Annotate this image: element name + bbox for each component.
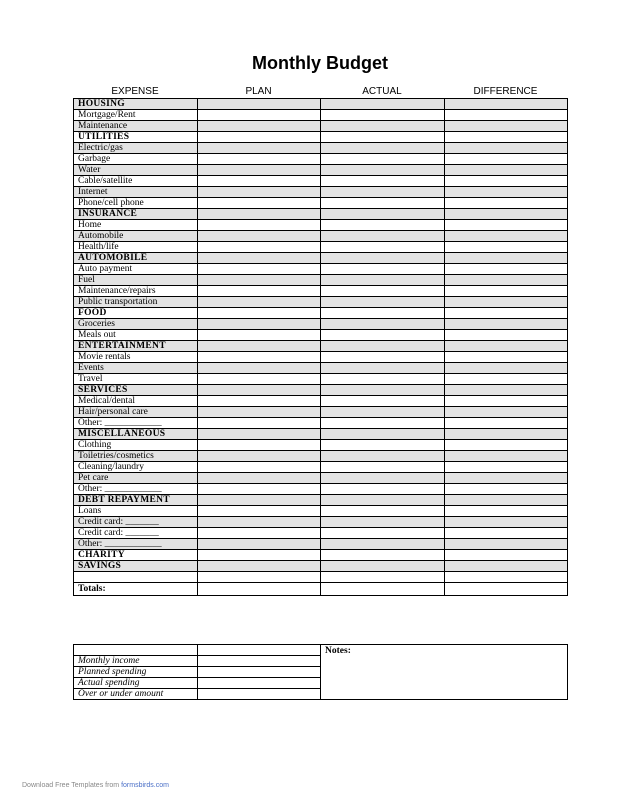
plan-cell[interactable] <box>198 231 321 242</box>
expense-row <box>74 484 568 495</box>
expense-label: Electric/gas <box>74 143 198 154</box>
expense-row <box>74 407 568 418</box>
plan-cell[interactable] <box>198 539 321 550</box>
difference-cell[interactable] <box>445 198 568 209</box>
plan-cell[interactable] <box>198 220 321 231</box>
actual-cell[interactable] <box>321 253 445 264</box>
difference-cell[interactable] <box>445 308 568 319</box>
actual-cell[interactable] <box>321 143 445 154</box>
plan-cell[interactable] <box>198 264 321 275</box>
expense-label: Other: ____________ <box>74 539 198 550</box>
difference-cell[interactable] <box>445 132 568 143</box>
actual-cell[interactable] <box>321 484 445 495</box>
actual-cell[interactable] <box>321 539 445 550</box>
actual-cell[interactable] <box>321 110 445 121</box>
category-label: INSURANCE <box>74 209 198 220</box>
difference-cell[interactable] <box>445 528 568 539</box>
expense-label: Auto payment <box>74 264 198 275</box>
difference-cell[interactable] <box>445 462 568 473</box>
plan-cell[interactable] <box>198 462 321 473</box>
category-row <box>74 209 568 220</box>
expense-row <box>74 396 568 407</box>
difference-cell[interactable] <box>445 275 568 286</box>
actual-cell[interactable] <box>321 187 445 198</box>
category-row <box>74 132 568 143</box>
plan-cell[interactable] <box>198 286 321 297</box>
actual-cell[interactable] <box>321 99 445 110</box>
expense-row <box>74 143 568 154</box>
difference-cell[interactable] <box>445 506 568 517</box>
expense-row <box>74 363 568 374</box>
difference-cell[interactable] <box>445 583 568 596</box>
totals-row <box>74 583 568 596</box>
category-label: AUTOMOBILE <box>74 253 198 264</box>
expense-label: Cleaning/laundry <box>74 462 198 473</box>
plan-cell[interactable] <box>198 176 321 187</box>
expense-label: Pet care <box>74 473 198 484</box>
actual-cell[interactable] <box>321 440 445 451</box>
plan-cell[interactable] <box>198 352 321 363</box>
difference-cell[interactable] <box>445 385 568 396</box>
expense-label: Medical/dental <box>74 396 198 407</box>
plan-cell[interactable] <box>198 506 321 517</box>
actual-cell[interactable] <box>321 418 445 429</box>
category-label: CHARITY <box>74 550 198 561</box>
plan-cell[interactable] <box>198 341 321 352</box>
plan-cell[interactable] <box>198 143 321 154</box>
expense-label: Clothing <box>74 440 198 451</box>
notes-label: Notes: <box>325 646 351 656</box>
expense-row <box>74 264 568 275</box>
difference-cell[interactable] <box>445 572 568 583</box>
difference-cell[interactable] <box>445 451 568 462</box>
actual-cell[interactable] <box>321 297 445 308</box>
difference-cell[interactable] <box>445 220 568 231</box>
expense-label: Groceries <box>74 319 198 330</box>
difference-cell[interactable] <box>445 319 568 330</box>
actual-cell[interactable] <box>321 517 445 528</box>
plan-cell[interactable] <box>198 363 321 374</box>
actual-cell[interactable] <box>321 121 445 132</box>
actual-cell[interactable] <box>321 275 445 286</box>
expense-label: Totals: <box>74 583 198 596</box>
difference-cell[interactable] <box>445 429 568 440</box>
actual-cell[interactable] <box>321 429 445 440</box>
category-label: MISCELLANEOUS <box>74 429 198 440</box>
expense-row <box>74 418 568 429</box>
category-label: SAVINGS <box>74 561 198 572</box>
summary-label: Planned spending <box>74 667 198 678</box>
footer-text: Download Free Templates from <box>22 782 122 789</box>
expense-label: Meals out <box>74 330 198 341</box>
category-label: SERVICES <box>74 385 198 396</box>
plan-cell[interactable] <box>198 121 321 132</box>
summary-spacer-row <box>74 645 568 656</box>
expense-row <box>74 176 568 187</box>
category-label: DEBT REPAYMENT <box>74 495 198 506</box>
expense-row <box>74 440 568 451</box>
expense-label: Other: ____________ <box>74 484 198 495</box>
actual-cell[interactable] <box>321 550 445 561</box>
plan-cell[interactable] <box>198 473 321 484</box>
actual-cell[interactable] <box>321 231 445 242</box>
expense-label: Automobile <box>74 231 198 242</box>
actual-cell[interactable] <box>321 506 445 517</box>
difference-cell[interactable] <box>445 165 568 176</box>
plan-cell[interactable] <box>198 99 321 110</box>
actual-cell[interactable] <box>321 132 445 143</box>
plan-cell[interactable] <box>198 385 321 396</box>
actual-cell[interactable] <box>321 583 445 596</box>
footer-link[interactable]: formsbirds.com <box>121 782 169 789</box>
difference-cell[interactable] <box>445 517 568 528</box>
difference-cell[interactable] <box>445 286 568 297</box>
actual-cell[interactable] <box>321 154 445 165</box>
expense-row <box>74 539 568 550</box>
actual-cell[interactable] <box>321 341 445 352</box>
difference-cell[interactable] <box>445 154 568 165</box>
plan-cell[interactable] <box>198 187 321 198</box>
expense-row <box>74 462 568 473</box>
actual-cell[interactable] <box>321 473 445 484</box>
plan-cell[interactable] <box>198 242 321 253</box>
expense-label: Loans <box>74 506 198 517</box>
expense-label: Fuel <box>74 275 198 286</box>
expense-label: Garbage <box>74 154 198 165</box>
actual-cell[interactable] <box>321 198 445 209</box>
category-row <box>74 550 568 561</box>
plan-cell[interactable] <box>198 561 321 572</box>
actual-cell[interactable] <box>321 242 445 253</box>
column-header-difference: DIFFERENCE <box>473 86 538 97</box>
expense-row <box>74 187 568 198</box>
plan-cell[interactable] <box>198 165 321 176</box>
summary-label: Monthly income <box>74 656 198 667</box>
expense-row <box>74 231 568 242</box>
expense-row <box>74 374 568 385</box>
summary-spacer-cell[interactable] <box>198 645 321 656</box>
expense-label: Credit card: _______ <box>74 517 198 528</box>
actual-cell[interactable] <box>321 363 445 374</box>
expense-row <box>74 319 568 330</box>
actual-cell[interactable] <box>321 286 445 297</box>
category-row <box>74 99 568 110</box>
summary-spacer-cell <box>74 645 198 656</box>
plan-cell[interactable] <box>198 132 321 143</box>
expense-label: Mortgage/Rent <box>74 110 198 121</box>
plan-cell[interactable] <box>198 396 321 407</box>
plan-cell[interactable] <box>198 319 321 330</box>
category-row <box>74 495 568 506</box>
actual-cell[interactable] <box>321 407 445 418</box>
expense-row <box>74 275 568 286</box>
difference-cell[interactable] <box>445 561 568 572</box>
plan-cell[interactable] <box>198 209 321 220</box>
difference-cell[interactable] <box>445 253 568 264</box>
difference-cell[interactable] <box>445 121 568 132</box>
difference-cell[interactable] <box>445 110 568 121</box>
difference-cell[interactable] <box>445 363 568 374</box>
expense-label: Maintenance <box>74 121 198 132</box>
actual-cell[interactable] <box>321 209 445 220</box>
budget-table <box>73 98 568 596</box>
expense-row <box>74 286 568 297</box>
actual-cell[interactable] <box>321 495 445 506</box>
expense-row <box>74 330 568 341</box>
actual-cell[interactable] <box>321 176 445 187</box>
difference-cell[interactable] <box>445 330 568 341</box>
actual-cell[interactable] <box>321 451 445 462</box>
actual-cell[interactable] <box>321 396 445 407</box>
plan-cell[interactable] <box>198 198 321 209</box>
expense-row <box>74 451 568 462</box>
category-label: HOUSING <box>74 99 198 110</box>
plan-cell[interactable] <box>198 253 321 264</box>
expense-label: Home <box>74 220 198 231</box>
category-row <box>74 429 568 440</box>
actual-cell[interactable] <box>321 264 445 275</box>
expense-label: Events <box>74 363 198 374</box>
difference-cell[interactable] <box>445 539 568 550</box>
difference-cell[interactable] <box>445 176 568 187</box>
difference-cell[interactable] <box>445 264 568 275</box>
plan-cell[interactable] <box>198 583 321 596</box>
column-header-expense: EXPENSE <box>111 86 159 97</box>
blank-row <box>74 572 568 583</box>
plan-cell[interactable] <box>198 517 321 528</box>
expense-row <box>74 528 568 539</box>
column-header-actual: ACTUAL <box>362 86 402 97</box>
summary-table <box>73 644 568 700</box>
plan-cell[interactable] <box>198 154 321 165</box>
expense-label: Movie rentals <box>74 352 198 363</box>
actual-cell[interactable] <box>321 220 445 231</box>
expense-row <box>74 352 568 363</box>
difference-cell[interactable] <box>445 495 568 506</box>
actual-cell[interactable] <box>321 572 445 583</box>
actual-cell[interactable] <box>321 330 445 341</box>
plan-cell[interactable] <box>198 418 321 429</box>
difference-cell[interactable] <box>445 297 568 308</box>
category-row <box>74 341 568 352</box>
difference-cell[interactable] <box>445 242 568 253</box>
expense-label: Phone/cell phone <box>74 198 198 209</box>
difference-cell[interactable] <box>445 143 568 154</box>
plan-cell[interactable] <box>198 308 321 319</box>
summary-value-cell[interactable] <box>198 667 321 678</box>
actual-cell[interactable] <box>321 374 445 385</box>
difference-cell[interactable] <box>445 187 568 198</box>
plan-cell[interactable] <box>198 407 321 418</box>
expense-row <box>74 154 568 165</box>
expense-row <box>74 198 568 209</box>
difference-cell[interactable] <box>445 374 568 385</box>
category-row <box>74 561 568 572</box>
category-row <box>74 308 568 319</box>
difference-cell[interactable] <box>445 550 568 561</box>
expense-row <box>74 165 568 176</box>
expense-label: Internet <box>74 187 198 198</box>
actual-cell[interactable] <box>321 319 445 330</box>
plan-cell[interactable] <box>198 275 321 286</box>
plan-cell[interactable] <box>198 429 321 440</box>
difference-cell[interactable] <box>445 396 568 407</box>
plan-cell[interactable] <box>198 484 321 495</box>
plan-cell[interactable] <box>198 572 321 583</box>
expense-row <box>74 297 568 308</box>
plan-cell[interactable] <box>198 550 321 561</box>
expense-row <box>74 517 568 528</box>
page-title: Monthly Budget <box>252 53 388 73</box>
expense-label: Water <box>74 165 198 176</box>
summary-label: Over or under amount <box>74 689 198 700</box>
expense-label: Public transportation <box>74 297 198 308</box>
difference-cell[interactable] <box>445 484 568 495</box>
plan-cell[interactable] <box>198 330 321 341</box>
expense-label: Travel <box>74 374 198 385</box>
actual-cell[interactable] <box>321 352 445 363</box>
category-row <box>74 385 568 396</box>
category-label: ENTERTAINMENT <box>74 341 198 352</box>
category-label: UTILITIES <box>74 132 198 143</box>
expense-row <box>74 110 568 121</box>
expense-label <box>74 572 198 583</box>
difference-cell[interactable] <box>445 209 568 220</box>
difference-cell[interactable] <box>445 341 568 352</box>
difference-cell[interactable] <box>445 352 568 363</box>
expense-label: Maintenance/repairs <box>74 286 198 297</box>
expense-label: Toiletries/cosmetics <box>74 451 198 462</box>
expense-label: Hair/personal care <box>74 407 198 418</box>
notes-box[interactable] <box>321 645 568 700</box>
expense-label: Health/life <box>74 242 198 253</box>
plan-cell[interactable] <box>198 297 321 308</box>
actual-cell[interactable] <box>321 308 445 319</box>
summary-value-cell[interactable] <box>198 656 321 667</box>
category-row <box>74 253 568 264</box>
category-label: FOOD <box>74 308 198 319</box>
summary-value-cell[interactable] <box>198 689 321 700</box>
expense-row <box>74 121 568 132</box>
difference-cell[interactable] <box>445 418 568 429</box>
difference-cell[interactable] <box>445 231 568 242</box>
expense-label: Other: ____________ <box>74 418 198 429</box>
expense-row <box>74 506 568 517</box>
plan-cell[interactable] <box>198 451 321 462</box>
actual-cell[interactable] <box>321 165 445 176</box>
plan-cell[interactable] <box>198 528 321 539</box>
actual-cell[interactable] <box>321 528 445 539</box>
footer <box>22 782 169 789</box>
expense-row <box>74 220 568 231</box>
plan-cell[interactable] <box>198 440 321 451</box>
actual-cell[interactable] <box>321 561 445 572</box>
actual-cell[interactable] <box>321 385 445 396</box>
expense-row <box>74 473 568 484</box>
difference-cell[interactable] <box>445 407 568 418</box>
summary-label: Actual spending <box>74 678 198 689</box>
difference-cell[interactable] <box>445 440 568 451</box>
column-header-plan: PLAN <box>245 86 272 97</box>
actual-cell[interactable] <box>321 462 445 473</box>
plan-cell[interactable] <box>198 495 321 506</box>
expense-label: Cable/satellite <box>74 176 198 187</box>
difference-cell[interactable] <box>445 473 568 484</box>
plan-cell[interactable] <box>198 374 321 385</box>
column-headers <box>73 86 567 98</box>
difference-cell[interactable] <box>445 99 568 110</box>
expense-row <box>74 242 568 253</box>
plan-cell[interactable] <box>198 110 321 121</box>
summary-value-cell[interactable] <box>198 678 321 689</box>
expense-label: Credit card: _______ <box>74 528 198 539</box>
